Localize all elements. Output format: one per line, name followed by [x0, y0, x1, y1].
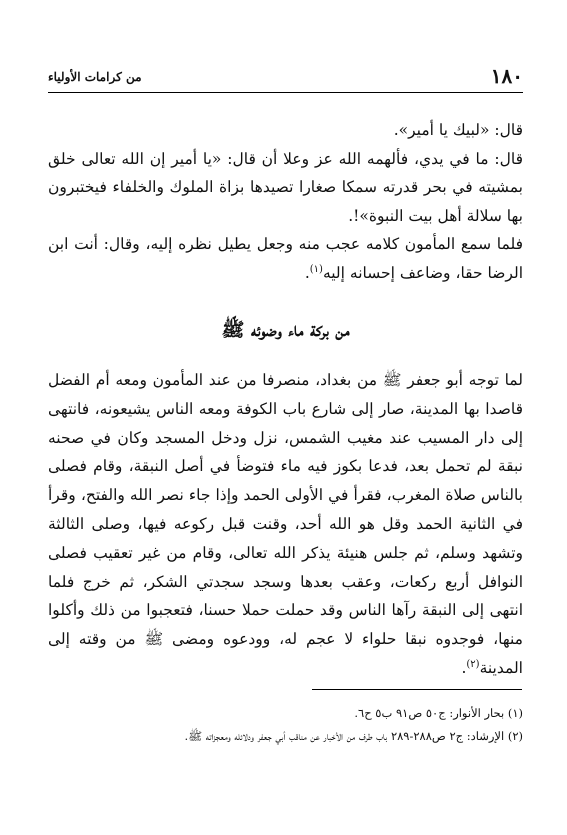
footnote-ref-2: (٢) — [466, 658, 480, 670]
paragraph-main-end: . — [461, 658, 467, 677]
running-title: من كرامات الأولياء — [48, 70, 142, 84]
footnote-ref-1: (١) — [309, 263, 323, 275]
paragraph-main — [48, 366, 523, 683]
body-text-top — [48, 116, 523, 287]
paragraph-2: قال: ما في يدي، فألهمه الله عز وعلا أن قال: «يا أمير إن الله تعالى خلق بمشيته في بحر قدرته سمكا صغارا تصيدها بزاة الملوك والخلفاء فيختبرون بها سلالة أهل بيت النبوة»!. — [48, 149, 523, 225]
paragraph-main-text: لما توجه أبو جعفر ﷺ من بغداد، منصرفا من عند المأمون ومعه أم الفضل قاصدا بها المدينة، صار إلى شارع باب الكوفة ومعه الناس يشيعونه، فانتهى إلى دار المسيب عند مغيب الشمس، نزل ودخل المسجد وكان في صحنه نبقة لم تحمل بعد، فدعا بكوز فيه ماء فتوضأ في أصل النبقة، وقام فصلى بالناس صلاة المغرب، فقرأ في الأولى الحمد وإذا جاء نصر الله والفتح، وقرأ في الثانية الحمد وقل هو الله أحد، وقنت قبل ركوعه فيها، وصلى الثالثة وتشهد وسلم، ثم جلس هنيئة يذكر الله تعالى، وقام من غير تعقيب فصلى النوافل أربع ركعات، وعقب بعدها وسجد سجدتي الشكر، ثم خرج فلما انتهى إلى النبقة رآها الناس وقد حملت حملا حسنا، فتعجبوا من ذلك وأكلوا منها، فوجدوه نبقا حلواء لا عجم له، وودعوه ومضى ﷺ من وقته إلى المدينة — [48, 371, 523, 677]
paragraph-3-text: فلما سمع المأمون كلامه عجب منه وجعل يطيل نظره إليه، وقال: أنت ابن الرضا حقا، وضاعف إحسانه إليه — [48, 235, 523, 282]
paragraph-3 — [48, 230, 523, 287]
footnote-divider — [312, 689, 522, 690]
body-text-main — [48, 366, 523, 683]
paragraph-1: قال: «لبيك يا أمير». — [393, 121, 523, 139]
page-number: ١٨٠ — [490, 64, 523, 88]
page-header — [48, 64, 523, 88]
header-divider — [48, 92, 523, 93]
section-heading: من بركة ماء وضوئه ﷺ — [221, 319, 350, 341]
footnote-1: (١) بحار الأنوار: ج٥٠ ص٩١ ب٥ ح٦. — [354, 706, 523, 720]
footnotes — [48, 702, 523, 748]
paragraph-3-end: . — [304, 263, 310, 282]
footnote-2: (٢) الإرشاد: ج٢ ص٢٨٨-٢٨٩ باب طرف من الأخبار عن مناقب أبي جعفر ودلائله ومعجزاته ﷺ. — [184, 729, 523, 743]
